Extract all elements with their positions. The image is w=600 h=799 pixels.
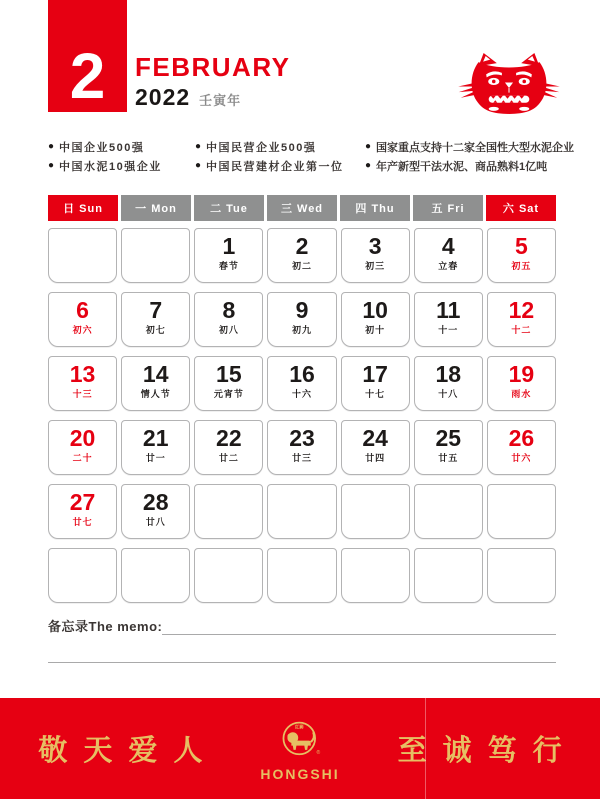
day-cell-empty xyxy=(121,228,190,283)
day-cell-1 xyxy=(194,228,263,283)
lunar-label: 十八 xyxy=(438,389,459,400)
highlight-item: ● 年产新型干法水泥、商品熟料1亿吨 xyxy=(365,159,548,173)
day-cell-7 xyxy=(121,292,190,347)
day-cell-5 xyxy=(487,228,556,283)
day-number: 26 xyxy=(508,425,535,451)
day-number: 16 xyxy=(289,361,315,387)
month-number: 2 xyxy=(69,40,106,113)
day-cell-empty xyxy=(48,548,117,603)
footer-slogan-right: 至诚笃行 xyxy=(397,735,578,767)
lunar-label: 元宵节 xyxy=(213,389,244,400)
day-cell-9 xyxy=(267,292,336,347)
lunar-label: 情人节 xyxy=(140,389,171,400)
day-cell-empty xyxy=(267,548,336,603)
lunar-label: 廿六 xyxy=(511,453,532,464)
day-cell-empty xyxy=(341,548,410,603)
brand-name: HONGSHI xyxy=(260,766,340,782)
memo-section xyxy=(48,616,556,663)
day-number: 8 xyxy=(222,297,236,323)
day-number: 15 xyxy=(216,361,242,387)
day-number: 12 xyxy=(508,297,535,323)
highlights-col-1 xyxy=(48,137,195,175)
day-number: 19 xyxy=(508,361,535,387)
lunar-label: 十三 xyxy=(72,389,93,400)
day-cell-14 xyxy=(121,356,190,411)
lunar-label: 初二 xyxy=(291,261,312,272)
day-cell-empty xyxy=(487,548,556,603)
lunar-label: 二十 xyxy=(72,453,93,464)
day-number: 10 xyxy=(362,297,388,323)
day-cell-22 xyxy=(194,420,263,475)
highlight-item: ● 中国企业500强 xyxy=(48,140,145,154)
day-number: 13 xyxy=(69,361,96,387)
highlight-item: ● 中国水泥10强企业 xyxy=(48,159,162,173)
month-title xyxy=(135,54,290,109)
day-cell-18 xyxy=(414,356,483,411)
day-number: 11 xyxy=(436,297,461,323)
day-number: 22 xyxy=(216,425,242,451)
lunar-label: 十一 xyxy=(438,325,459,336)
day-number: 25 xyxy=(435,425,462,451)
day-number: 17 xyxy=(362,361,388,387)
highlights-col-2 xyxy=(195,137,365,175)
day-cell-24 xyxy=(341,420,410,475)
lunar-label: 初七 xyxy=(145,325,166,336)
year: 2022 xyxy=(135,84,191,110)
lunar-label: 廿二 xyxy=(218,453,239,464)
hongshi-logo xyxy=(260,719,339,782)
day-cell-28 xyxy=(121,484,190,539)
day-cell-4 xyxy=(414,228,483,283)
day-number: 28 xyxy=(142,489,169,515)
day-cell-26 xyxy=(487,420,556,475)
lunar-label: 廿一 xyxy=(145,453,166,464)
day-cell-empty xyxy=(194,484,263,539)
day-cell-empty xyxy=(267,484,336,539)
day-cell-21 xyxy=(121,420,190,475)
month-number-box xyxy=(48,0,127,112)
day-cell-20 xyxy=(48,420,117,475)
bullet-icon: ● xyxy=(365,140,372,152)
lunar-label: 立春 xyxy=(438,261,459,272)
registered-mark: ® xyxy=(316,750,321,757)
weekday-thu: 四 Thu xyxy=(340,195,410,221)
month-name: FEBRUARY xyxy=(135,52,291,82)
highlight-item: ● 中国民营企业500强 xyxy=(195,140,317,154)
day-number: 5 xyxy=(515,233,528,259)
day-cell-8 xyxy=(194,292,263,347)
bullet-icon: ● xyxy=(195,159,202,171)
day-cell-27 xyxy=(48,484,117,539)
lunar-label: 雨水 xyxy=(511,389,532,400)
day-cell-empty xyxy=(341,484,410,539)
day-number: 1 xyxy=(222,233,236,259)
lunar-label: 廿四 xyxy=(365,453,386,464)
calendar-grid xyxy=(48,228,556,603)
day-number: 18 xyxy=(435,361,462,387)
lunar-label: 初八 xyxy=(218,325,239,336)
lunar-label: 初五 xyxy=(511,261,532,272)
bullet-icon: ● xyxy=(365,159,372,171)
day-cell-13 xyxy=(48,356,117,411)
day-number: 21 xyxy=(142,425,169,451)
day-cell-16 xyxy=(267,356,336,411)
day-cell-2 xyxy=(267,228,336,283)
day-cell-19 xyxy=(487,356,556,411)
weekday-wed: 三 Wed xyxy=(267,195,337,221)
lunar-label: 初六 xyxy=(72,325,93,336)
memo-line-2 xyxy=(48,662,556,663)
weekday-tue: 二 Tue xyxy=(194,195,264,221)
lunar-label: 十二 xyxy=(511,325,532,336)
lunar-label: 廿五 xyxy=(438,453,459,464)
lunar-label: 廿七 xyxy=(72,517,93,528)
highlight-item: ● 国家重点支持十二家全国性大型水泥企业 xyxy=(365,140,575,154)
day-cell-10 xyxy=(341,292,410,347)
lunar-label: 廿三 xyxy=(291,453,312,464)
day-number: 4 xyxy=(441,233,455,259)
memo-line xyxy=(162,619,556,635)
footer-slogan-left: 敬天爱人 xyxy=(38,735,219,767)
weekday-header xyxy=(48,195,556,221)
day-cell-empty xyxy=(414,548,483,603)
day-cell-empty xyxy=(487,484,556,539)
lunar-label: 廿八 xyxy=(145,517,166,528)
footer-banner xyxy=(0,698,600,799)
day-cell-23 xyxy=(267,420,336,475)
day-number: 7 xyxy=(149,297,163,323)
day-number: 27 xyxy=(69,489,96,515)
footer-crease xyxy=(425,698,426,799)
year-row xyxy=(135,86,290,109)
weekday-fri: 五 Fri xyxy=(413,195,483,221)
memo-label: 备忘录The memo: xyxy=(48,619,163,634)
day-cell-empty xyxy=(121,548,190,603)
weekday-sun: 日 Sun xyxy=(48,195,118,221)
lion-logo-icon xyxy=(277,719,323,765)
lunar-year: 壬寅年 xyxy=(199,93,242,108)
day-number: 20 xyxy=(69,425,96,451)
day-cell-empty xyxy=(194,548,263,603)
lunar-label: 初九 xyxy=(291,325,312,336)
day-number: 23 xyxy=(289,425,315,451)
bullet-icon: ● xyxy=(48,159,55,171)
day-cell-3 xyxy=(341,228,410,283)
day-number: 6 xyxy=(76,297,89,323)
day-number: 9 xyxy=(295,297,309,323)
day-number: 3 xyxy=(368,233,382,259)
weekday-mon: 一 Mon xyxy=(121,195,191,221)
day-number: 14 xyxy=(142,361,169,387)
lunar-label: 十六 xyxy=(291,389,312,400)
day-cell-11 xyxy=(414,292,483,347)
bullet-icon: ● xyxy=(195,140,202,152)
lunar-label: 十七 xyxy=(365,389,386,400)
logo-mark-text: 红狮 xyxy=(294,724,304,730)
lunar-label: 初十 xyxy=(365,325,386,336)
lunar-label: 初三 xyxy=(365,261,386,272)
day-number: 24 xyxy=(362,425,388,451)
day-cell-17 xyxy=(341,356,410,411)
day-cell-6 xyxy=(48,292,117,347)
highlight-item: ● 中国民营建材企业第一位 xyxy=(195,159,344,173)
bullet-icon: ● xyxy=(48,140,55,152)
tiger-papercut-icon xyxy=(458,52,560,118)
day-cell-15 xyxy=(194,356,263,411)
highlights-list xyxy=(48,137,575,175)
day-cell-12 xyxy=(487,292,556,347)
day-cell-25 xyxy=(414,420,483,475)
lunar-label: 春节 xyxy=(218,261,239,272)
day-cell-empty xyxy=(414,484,483,539)
highlights-col-3 xyxy=(365,137,575,175)
day-cell-empty xyxy=(48,228,117,283)
weekday-sat: 六 Sat xyxy=(486,195,556,221)
day-number: 2 xyxy=(295,233,309,259)
